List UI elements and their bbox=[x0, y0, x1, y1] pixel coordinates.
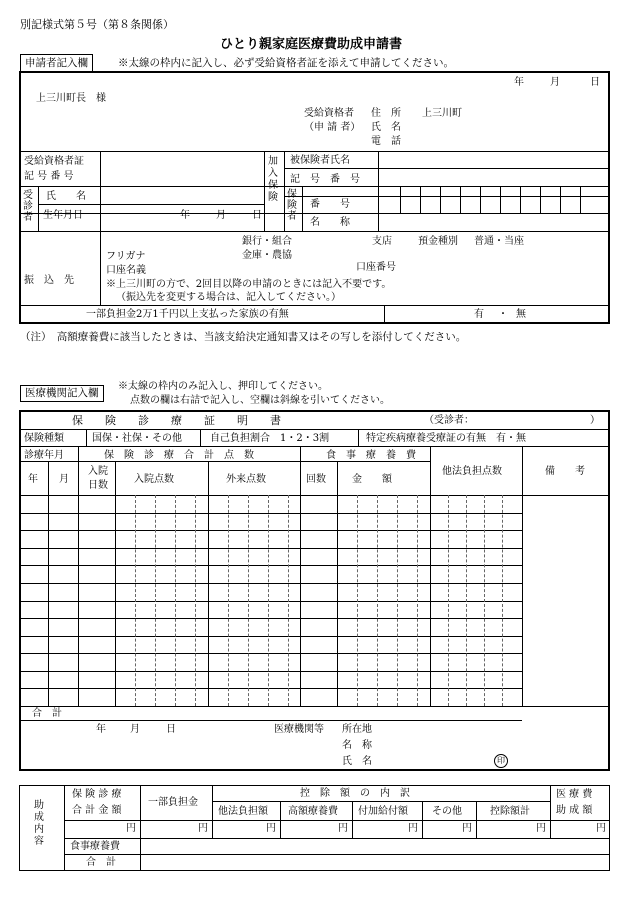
digit-divider bbox=[155, 495, 156, 706]
ins-type-value: 国保・社保・その他 bbox=[92, 433, 182, 444]
col-inpatient: 入院点数 bbox=[134, 474, 174, 485]
yen-7: 円 bbox=[536, 823, 546, 834]
sum-h-aid-2: 助 成 額 bbox=[556, 805, 593, 816]
medical-note-2: 点数の欄は右詰で記入し、空欄は斜線を引いてください。 bbox=[130, 395, 390, 406]
cert-label-1: 受給資格者証 bbox=[24, 156, 84, 167]
sum-h-dsum: 控除額計 bbox=[490, 806, 530, 817]
form-id: 別記様式第５号（第８条関係） bbox=[20, 18, 174, 31]
col-month: 月 bbox=[59, 474, 69, 485]
insurer-number-label: 番 号 bbox=[310, 199, 350, 210]
holder-label: 受給資格者 bbox=[304, 108, 354, 119]
form-title: ひとり親家庭医療費助成申請書 bbox=[220, 37, 403, 52]
col-year-month: 診療年月 bbox=[24, 450, 64, 461]
doctor-name-label: 氏 名 bbox=[342, 756, 372, 767]
account-number-label: 口座番号 bbox=[356, 262, 396, 273]
digit-divider bbox=[228, 495, 229, 706]
bank-type-1: 銀行・組合 bbox=[242, 236, 292, 247]
institution-label: 医療機関等 bbox=[274, 724, 324, 735]
cert-year: 年 bbox=[96, 724, 106, 735]
row-line bbox=[19, 513, 522, 514]
ins-type-label: 保険種類 bbox=[24, 433, 64, 444]
insurer-name-label: 名 称 bbox=[310, 217, 350, 228]
account-type-value: 普通・当座 bbox=[474, 236, 524, 247]
digit-divider bbox=[175, 495, 176, 706]
row-line bbox=[19, 565, 522, 566]
summary-side-label: 助成内容 bbox=[34, 800, 44, 847]
account-name-label: 口座名義 bbox=[106, 265, 146, 276]
yen-1: 円 bbox=[126, 823, 136, 834]
digit-divider bbox=[195, 495, 196, 706]
copay-yes: 有 bbox=[474, 309, 484, 320]
medical-tag: 医療機関記入欄 bbox=[20, 385, 104, 402]
sum-h-high: 高額療養費 bbox=[288, 806, 338, 817]
digit-divider bbox=[248, 495, 249, 706]
attach-note: （注） 高額療養費に該当したときは、当該支給決定通知書又はその写しを添付してください。 bbox=[20, 331, 467, 343]
digit-divider bbox=[417, 495, 418, 706]
cert-month: 月 bbox=[130, 724, 140, 735]
insurance-label: 加入保険 bbox=[268, 156, 278, 203]
insurer-label: 保険者 bbox=[287, 189, 297, 222]
digit-divider bbox=[502, 495, 503, 706]
digit-divider bbox=[135, 495, 136, 706]
cert-day: 日 bbox=[166, 724, 176, 735]
insurance-symbol-label: 記 号 番 号 bbox=[290, 174, 360, 185]
col-days-1: 入院 bbox=[88, 466, 108, 477]
medical-note-1: ※太線の枠内のみ記入し、押印してください。 bbox=[118, 381, 328, 392]
yen-3: 円 bbox=[266, 823, 276, 834]
col-other-points: 他法負担点数 bbox=[442, 466, 502, 477]
medical-patient-label: （受診者： bbox=[424, 415, 474, 426]
patient-label: 受診者 bbox=[23, 190, 33, 223]
yen-4: 円 bbox=[338, 823, 348, 834]
seal-mark: 印 bbox=[494, 754, 508, 768]
transfer-label: 振 込 先 bbox=[24, 275, 74, 286]
digit-divider bbox=[377, 495, 378, 706]
sum-total-label: 合 計 bbox=[86, 857, 116, 868]
sum-h-add: 付加給付額 bbox=[358, 806, 408, 817]
applicant-label: （申 請 者） bbox=[304, 122, 361, 133]
row-line bbox=[19, 530, 522, 531]
col-meal: 食 事 療 養 費 bbox=[326, 450, 416, 461]
col-amount: 金 額 bbox=[352, 474, 392, 485]
furigana-label: フリガナ bbox=[106, 251, 146, 262]
yen-5: 円 bbox=[408, 823, 418, 834]
sum-h-deduct: 控 除 額 の 内 訳 bbox=[300, 788, 410, 799]
applicant-tag: 申請者記入欄 bbox=[20, 54, 93, 72]
cert-label-2: 記 号 番 号 bbox=[24, 171, 74, 182]
address-label: 住 所 bbox=[371, 108, 401, 119]
sum-h-aid-1: 医 療 費 bbox=[556, 789, 593, 800]
digit-divider bbox=[268, 495, 269, 706]
copay-separator: ・ bbox=[498, 309, 508, 320]
address-value: 上三川町 bbox=[422, 108, 462, 119]
row-line bbox=[19, 583, 522, 584]
birth-day: 日 bbox=[252, 210, 262, 221]
col-days-2: 日数 bbox=[88, 480, 108, 491]
digit-divider bbox=[484, 495, 485, 706]
sum-h-total-1: 保 険 診 療 bbox=[72, 789, 122, 800]
certificate-title: 保 険 診 療 証 明 書 bbox=[72, 414, 281, 427]
col-remarks: 備 考 bbox=[545, 466, 585, 477]
date-year-label: 年 bbox=[514, 77, 524, 88]
phone-label: 電 話 bbox=[371, 136, 401, 147]
date-day-label: 日 bbox=[590, 77, 600, 88]
col-total-points: 保 険 診 療 合 計 点 数 bbox=[104, 450, 254, 461]
medical-patient-close: ） bbox=[590, 415, 600, 426]
patient-name-label: 氏 名 bbox=[46, 191, 86, 202]
name-label: 氏 名 bbox=[371, 122, 401, 133]
row-line bbox=[19, 548, 522, 549]
digit-divider bbox=[466, 495, 467, 706]
sum-meal-label: 食事療養費 bbox=[70, 841, 120, 852]
birth-year: 年 bbox=[180, 210, 190, 221]
digit-divider bbox=[357, 495, 358, 706]
digit-divider bbox=[288, 495, 289, 706]
row-line bbox=[19, 688, 522, 689]
total-row-label: 合 計 bbox=[32, 708, 62, 719]
special-disease-label: 特定疾病療養受療証の有無 有・無 bbox=[366, 433, 526, 444]
birth-month: 月 bbox=[216, 210, 226, 221]
row-line bbox=[19, 636, 522, 637]
institution-name-label: 名 称 bbox=[342, 740, 372, 751]
copay-question: 一部負担金2万1千円以上支払った家族の有無 bbox=[86, 309, 289, 320]
yen-6: 円 bbox=[462, 823, 472, 834]
insured-name-label: 被保険者氏名 bbox=[290, 155, 350, 166]
bank-type-2: 金庫・農協 bbox=[242, 250, 292, 261]
date-month-label: 月 bbox=[550, 77, 560, 88]
digit-divider bbox=[397, 495, 398, 706]
patient-birth-label: 生年月日 bbox=[43, 210, 83, 221]
addressee: 上三川町長 様 bbox=[36, 93, 106, 104]
yen-8: 円 bbox=[596, 823, 606, 834]
row-line bbox=[19, 653, 522, 654]
col-year: 年 bbox=[28, 474, 38, 485]
row-line bbox=[19, 618, 522, 619]
copay-no: 無 bbox=[516, 309, 526, 320]
row-line bbox=[19, 671, 522, 672]
col-times: 回数 bbox=[306, 474, 326, 485]
branch-label: 支店 bbox=[372, 236, 392, 247]
account-type-label: 預金種別 bbox=[418, 236, 458, 247]
col-outpatient: 外来点数 bbox=[226, 474, 266, 485]
digit-divider bbox=[448, 495, 449, 706]
sum-h-etc: その他 bbox=[432, 806, 462, 817]
location-label: 所在地 bbox=[342, 724, 372, 735]
self-rate-label: 自己負担割合 1・2・3割 bbox=[210, 433, 330, 444]
row-line bbox=[19, 601, 522, 602]
yen-2: 円 bbox=[198, 823, 208, 834]
sum-h-copay: 一部負担金 bbox=[148, 797, 198, 808]
applicant-note: ※太線の枠内に記入し、必ず受給資格者証を添えて申請してください。 bbox=[118, 57, 454, 69]
transfer-note-1: ※上三川町の方で、2回目以降の申請のときには記入不要です。 bbox=[106, 279, 392, 290]
sum-h-total-2: 合 計 金 額 bbox=[72, 805, 122, 816]
transfer-note-2: （振込先を変更する場合は、記入してください。） bbox=[116, 292, 341, 303]
sum-h-other: 他法負担額 bbox=[218, 806, 268, 817]
